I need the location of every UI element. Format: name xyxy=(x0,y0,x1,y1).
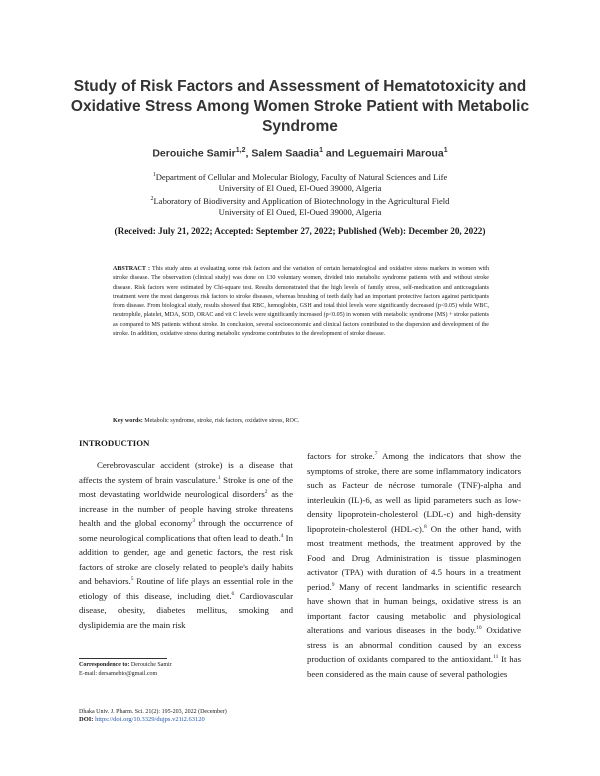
author-affil-mark: 1 xyxy=(319,147,323,154)
citation-ref: 8 xyxy=(424,523,427,530)
author-line xyxy=(60,147,540,160)
correspondence-name: Derouiche Samir xyxy=(129,662,172,668)
footnote-divider xyxy=(79,658,167,659)
affiliations xyxy=(60,170,540,219)
abstract-text: This study aims at evaluating some risk factors and the variation of certain hematological and oxidative stress markers in women with stroke disease. The observation (clinical study) was done on 130 voluntary women, divided into metabolic syndrome patients with and without stroke disease. Risk factors were estimated by Chi-square test. Results demonstrated that the high levels of family stress, self-medication and anticoagulants treatment were the most dangerous risk factors to stroke diseases, whereas brushing of teeth daily had an important protective factors against participants from disease. From biological study, results showed that RBC, hemoglobin, GSH and total thiol levels were significantly decreased (p<0.05) while WBC, neutrophile, platelet, MDA, SOD, ORAC and vit C levels were significantly increased (p<0.05) in women with metabolic syndrome (MS) + stroke patients as compared to MS patients without stroke. In conclusion, several socioeconomic and clinical factors contributed to the dispersion and development of the stroke. In addition, oxidative stress during metabolic syndrome contributes to the development of stroke disease. xyxy=(113,266,489,338)
text-run: Oxidative stress is an abnormal condition caused by an excess production of oxidants compared to the antioxidant. xyxy=(307,625,522,664)
affil-text: Department of Cellular and Molecular Biology, Faculty of Natural Sciences and Life xyxy=(155,171,448,182)
abstract-label: ABSTRACT : xyxy=(113,266,150,272)
correspondence-footnote xyxy=(79,661,299,679)
text-run: Many of recent landmarks in scientific research have shown that in human beings, oxidative stress is an important factor causing metabolic and physiological alterations and various diseases in the body. xyxy=(307,581,521,635)
text-run: as the increase in the number of people having stroke threatens health and the global economy xyxy=(79,489,293,528)
text-run: Stroke is one of the most devastating worldwide neurological disorders xyxy=(79,474,293,499)
citation-ref: 5 xyxy=(130,576,134,583)
right-column xyxy=(307,438,521,681)
correspondence-line xyxy=(79,661,299,670)
author-name: Salem Saadia xyxy=(251,147,320,160)
citation-ref: 1 xyxy=(217,474,221,481)
author-affil-mark: 1 xyxy=(443,147,448,154)
author-name: Leguemairi Maroua xyxy=(347,147,444,160)
affiliation-2 xyxy=(60,194,540,207)
keywords-label: Key words: xyxy=(113,418,143,424)
doi-line xyxy=(79,716,299,723)
text-run: factors for stroke. xyxy=(307,451,375,461)
citation-ref: 7 xyxy=(374,451,378,458)
text-run: through the occurrence of some neurological complications that often lead to death. xyxy=(79,518,293,543)
affil-text: Laboratory of Biodiversity and Application of Biotechnology in the Agricultural Field xyxy=(153,196,450,207)
affiliation-1 xyxy=(60,170,540,183)
received-dates: (Received: July 21, 2022; Accepted: September 27, 2022; Published (Web): December 20, 2022) xyxy=(114,226,486,236)
citation-ref: 6 xyxy=(231,590,235,597)
text-run: Cardiovascular disease, obesity, diabetes mellitus, smoking and dyslipidemia are the main risk xyxy=(79,590,293,630)
text-run: In addition to gender, age and genetic factors, the rest risk factors of stroke are closely related to people's daily habits and behaviors. xyxy=(79,532,294,586)
journal-citation: Dhaka Univ. J. Pharm. Sci. 21(2): 195-203, 2022 (December) xyxy=(79,709,227,715)
citation-ref: 4 xyxy=(280,532,284,539)
intro-paragraph-right xyxy=(307,449,521,681)
author-name: Derouiche Samir xyxy=(152,147,236,160)
left-column xyxy=(79,438,293,632)
author-separator: , xyxy=(245,147,252,160)
keywords xyxy=(113,418,489,424)
text-run: Among the indicators that show the symptoms of stroke, there are some inflammatory indicators such as Facteur de nécrose tumorale (TNF)-alpha and interleukin (IL)-6, as well as lipid parameters such as low-density lipoprotein-cholesterol (LDL-c) and high-density lipoprotein-cholesterol (HDL-c). xyxy=(307,451,521,534)
citation-ref: 10 xyxy=(476,625,482,632)
keywords-text: Metabolic syndrome, stroke, risk factors, oxidative stress, ROC. xyxy=(142,418,300,424)
section-heading: INTRODUCTION xyxy=(79,438,150,448)
intro-paragraph-left xyxy=(79,458,293,632)
doi-label: DOI: xyxy=(79,716,94,723)
author-separator: and xyxy=(322,147,348,160)
affil-mark: 1 xyxy=(152,172,156,178)
text-run: On the other hand, with most treatment methods, the treatment approved by the Food and Drug Administration is tissue plasminogen activator (TPA) with duration of 4.5 hours in a treatment period. xyxy=(307,523,522,592)
citation-ref: 11 xyxy=(493,654,499,661)
text-run: Routine of life plays an essential role in the etiology of this disease, including diet. xyxy=(79,576,293,601)
correspondence-label: Correspondence to: xyxy=(79,662,130,668)
paper-title: Study of Risk Factors and Assessment of Hematotoxicity and Oxidative Stress Among Women Stroke Patient with Metabolic Syndrome xyxy=(70,78,530,135)
email-line: E-mail: dersamebio@gmail.com xyxy=(79,671,158,677)
citation-ref: 9 xyxy=(331,581,335,588)
abstract xyxy=(113,265,489,339)
text-run: It has been considered as the main cause of several pathologies xyxy=(307,654,522,679)
text-run: Cerebrovascular accident (stroke) is a disease that affects the system of brain vasculature. xyxy=(79,460,293,485)
affiliation-1-city: University of El Oued, El-Oued 39000, Algeria xyxy=(218,183,382,194)
citation-ref: 3 xyxy=(192,518,195,525)
author-affil-mark: 1,2 xyxy=(235,147,246,154)
doi-link[interactable]: https://doi.org/10.3329/dujps.v21i2.63120 xyxy=(93,716,205,723)
affil-mark: 2 xyxy=(150,196,154,203)
affiliation-2-city: University of El Oued, El-Oued 39000, Algeria xyxy=(218,207,382,218)
citation-ref: 2 xyxy=(264,489,268,496)
